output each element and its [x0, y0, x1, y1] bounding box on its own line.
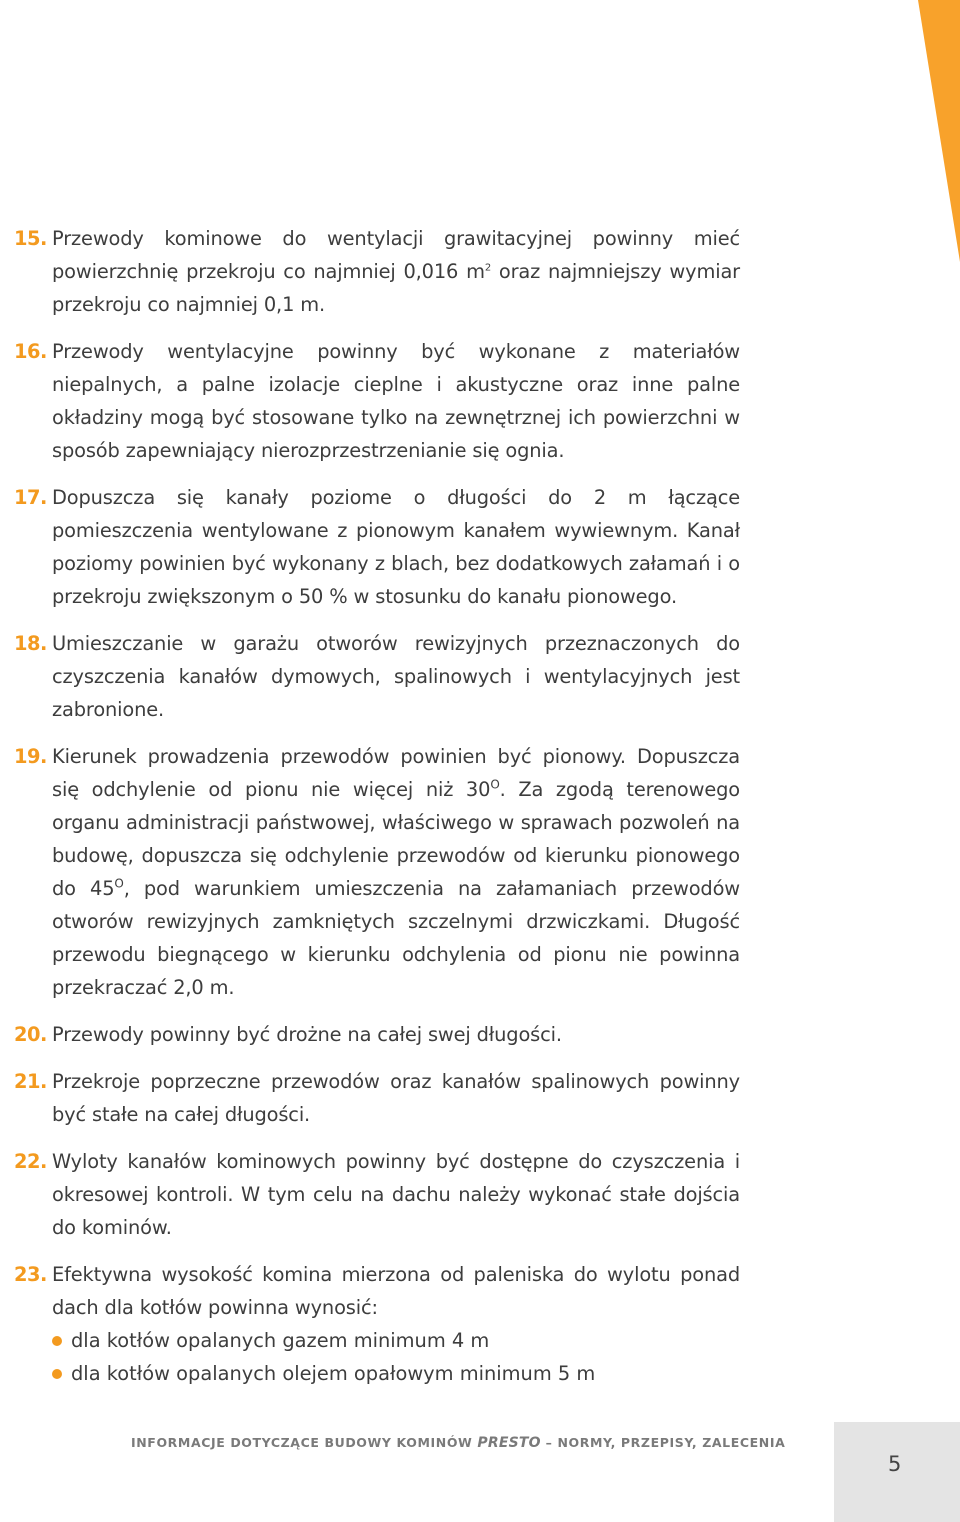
item-number: 23. — [14, 1263, 47, 1286]
list-item-17 — [14, 481, 740, 613]
list-item-19 — [14, 740, 740, 1004]
superscript: 2 — [484, 262, 492, 274]
degree-sign: O — [114, 876, 124, 891]
bullet-dot-icon — [52, 1336, 62, 1346]
list-item-20 — [14, 1018, 740, 1051]
list-item-21 — [14, 1065, 740, 1131]
item-number: 22. — [14, 1150, 47, 1173]
bullet-text: dla kotłów opalanych olejem opałowym minimum 5 m — [71, 1362, 596, 1385]
item-number: 15. — [14, 227, 47, 250]
corner-decoration — [918, 0, 960, 262]
list-item-23 — [14, 1258, 740, 1324]
item-number: 21. — [14, 1070, 47, 1093]
item-number: 20. — [14, 1023, 47, 1046]
item-number: 17. — [14, 486, 47, 509]
item-text: Dopuszcza się kanały poziome o długości do 2 m łączące pomieszczenia wentylowane z pionowym kanałem wywiewnym. Kanał poziomy powinien być wykonany z blach, bez dodatkowych załamań i o przekroju zwiększonym o 50 % w stosunku do kanału pionowego. — [52, 486, 740, 608]
list-item-16 — [14, 335, 740, 467]
item-text: Wyloty kanałów kominowych powinny być dostępne do czyszczenia i okresowej kontroli. W tym celu na dachu należy wykonać stałe dojścia do kominów. — [52, 1150, 740, 1239]
page-footer: INFORMACJE DOTYCZĄCE BUDOWY KOMINÓW PRESTO – NORMY, PRZEPISY, ZALECENIA — [131, 1435, 786, 1451]
item-text: Kierunek prowadzenia przewodów powinien być pionowy. Dopuszcza się odchylenie od pionu nie więcej niż $30^O$. Za zgodą terenowego organu administracji państwowej, właściwego w sprawach pozwoleń na budowę, dopuszcza się odchylenie przewodów od kierunku pionowego do $45^O$, pod warunkiem umieszczenia na załamaniach przewodów otworów rewizyjnych zamkniętych szczelnymi drzwiczkami. Długość przewodu biegnącego w kierunku odchylenia od pionu nie powinna przekraczać 2,0 m. — [52, 745, 740, 999]
item-text: Przewody kominowe do wentylacji grawitacyjnej powinny mieć powierzchnię przekroju co najmniej 0,016 $m^2$ oraz najmniejszy wymiar przekroju co najmniej 0,1 m. — [52, 227, 740, 316]
list-item-18 — [14, 627, 740, 726]
list-item-15 — [14, 222, 740, 321]
item-text: Efektywna wysokość komina mierzona od paleniska do wylotu ponad dach dla kotłów powinna wynosić: — [52, 1263, 740, 1319]
bullet-text: dla kotłów opalanych gazem minimum 4 m — [71, 1329, 490, 1352]
degree-sign: O — [490, 777, 500, 792]
item-text: Przewody powinny być drożne na całej swej długości. — [52, 1023, 562, 1046]
bullet-item — [52, 1357, 740, 1390]
bullet-item — [52, 1324, 740, 1357]
regulations-list — [14, 222, 740, 1390]
brand-name: PRESTO — [477, 1435, 541, 1451]
list-item-22 — [14, 1145, 740, 1244]
item-text: Przewody wentylacyjne powinny być wykonane z materiałów niepalnych, a palne izolacje cieplne i akustyczne oraz inne palne okładziny mogą być stosowane tylko na zewnętrznej ich powierzchni w sposób zapewniający nierozprzestrzenianie się ognia. — [52, 340, 740, 462]
item-number: 18. — [14, 632, 47, 655]
item-text: Umieszczanie w garażu otworów rewizyjnych przeznaczonych do czyszczenia kanałów dymowych, spalinowych i wentylacyjnych jest zabronione. — [52, 632, 740, 721]
item-number: 19. — [14, 745, 47, 768]
page-number: 5 — [888, 1452, 902, 1476]
item-number: 16. — [14, 340, 47, 363]
bullet-list — [52, 1324, 740, 1390]
bullet-dot-icon — [52, 1369, 62, 1379]
item-text: Przekroje poprzeczne przewodów oraz kanałów spalinowych powinny być stałe na całej długości. — [52, 1070, 740, 1126]
